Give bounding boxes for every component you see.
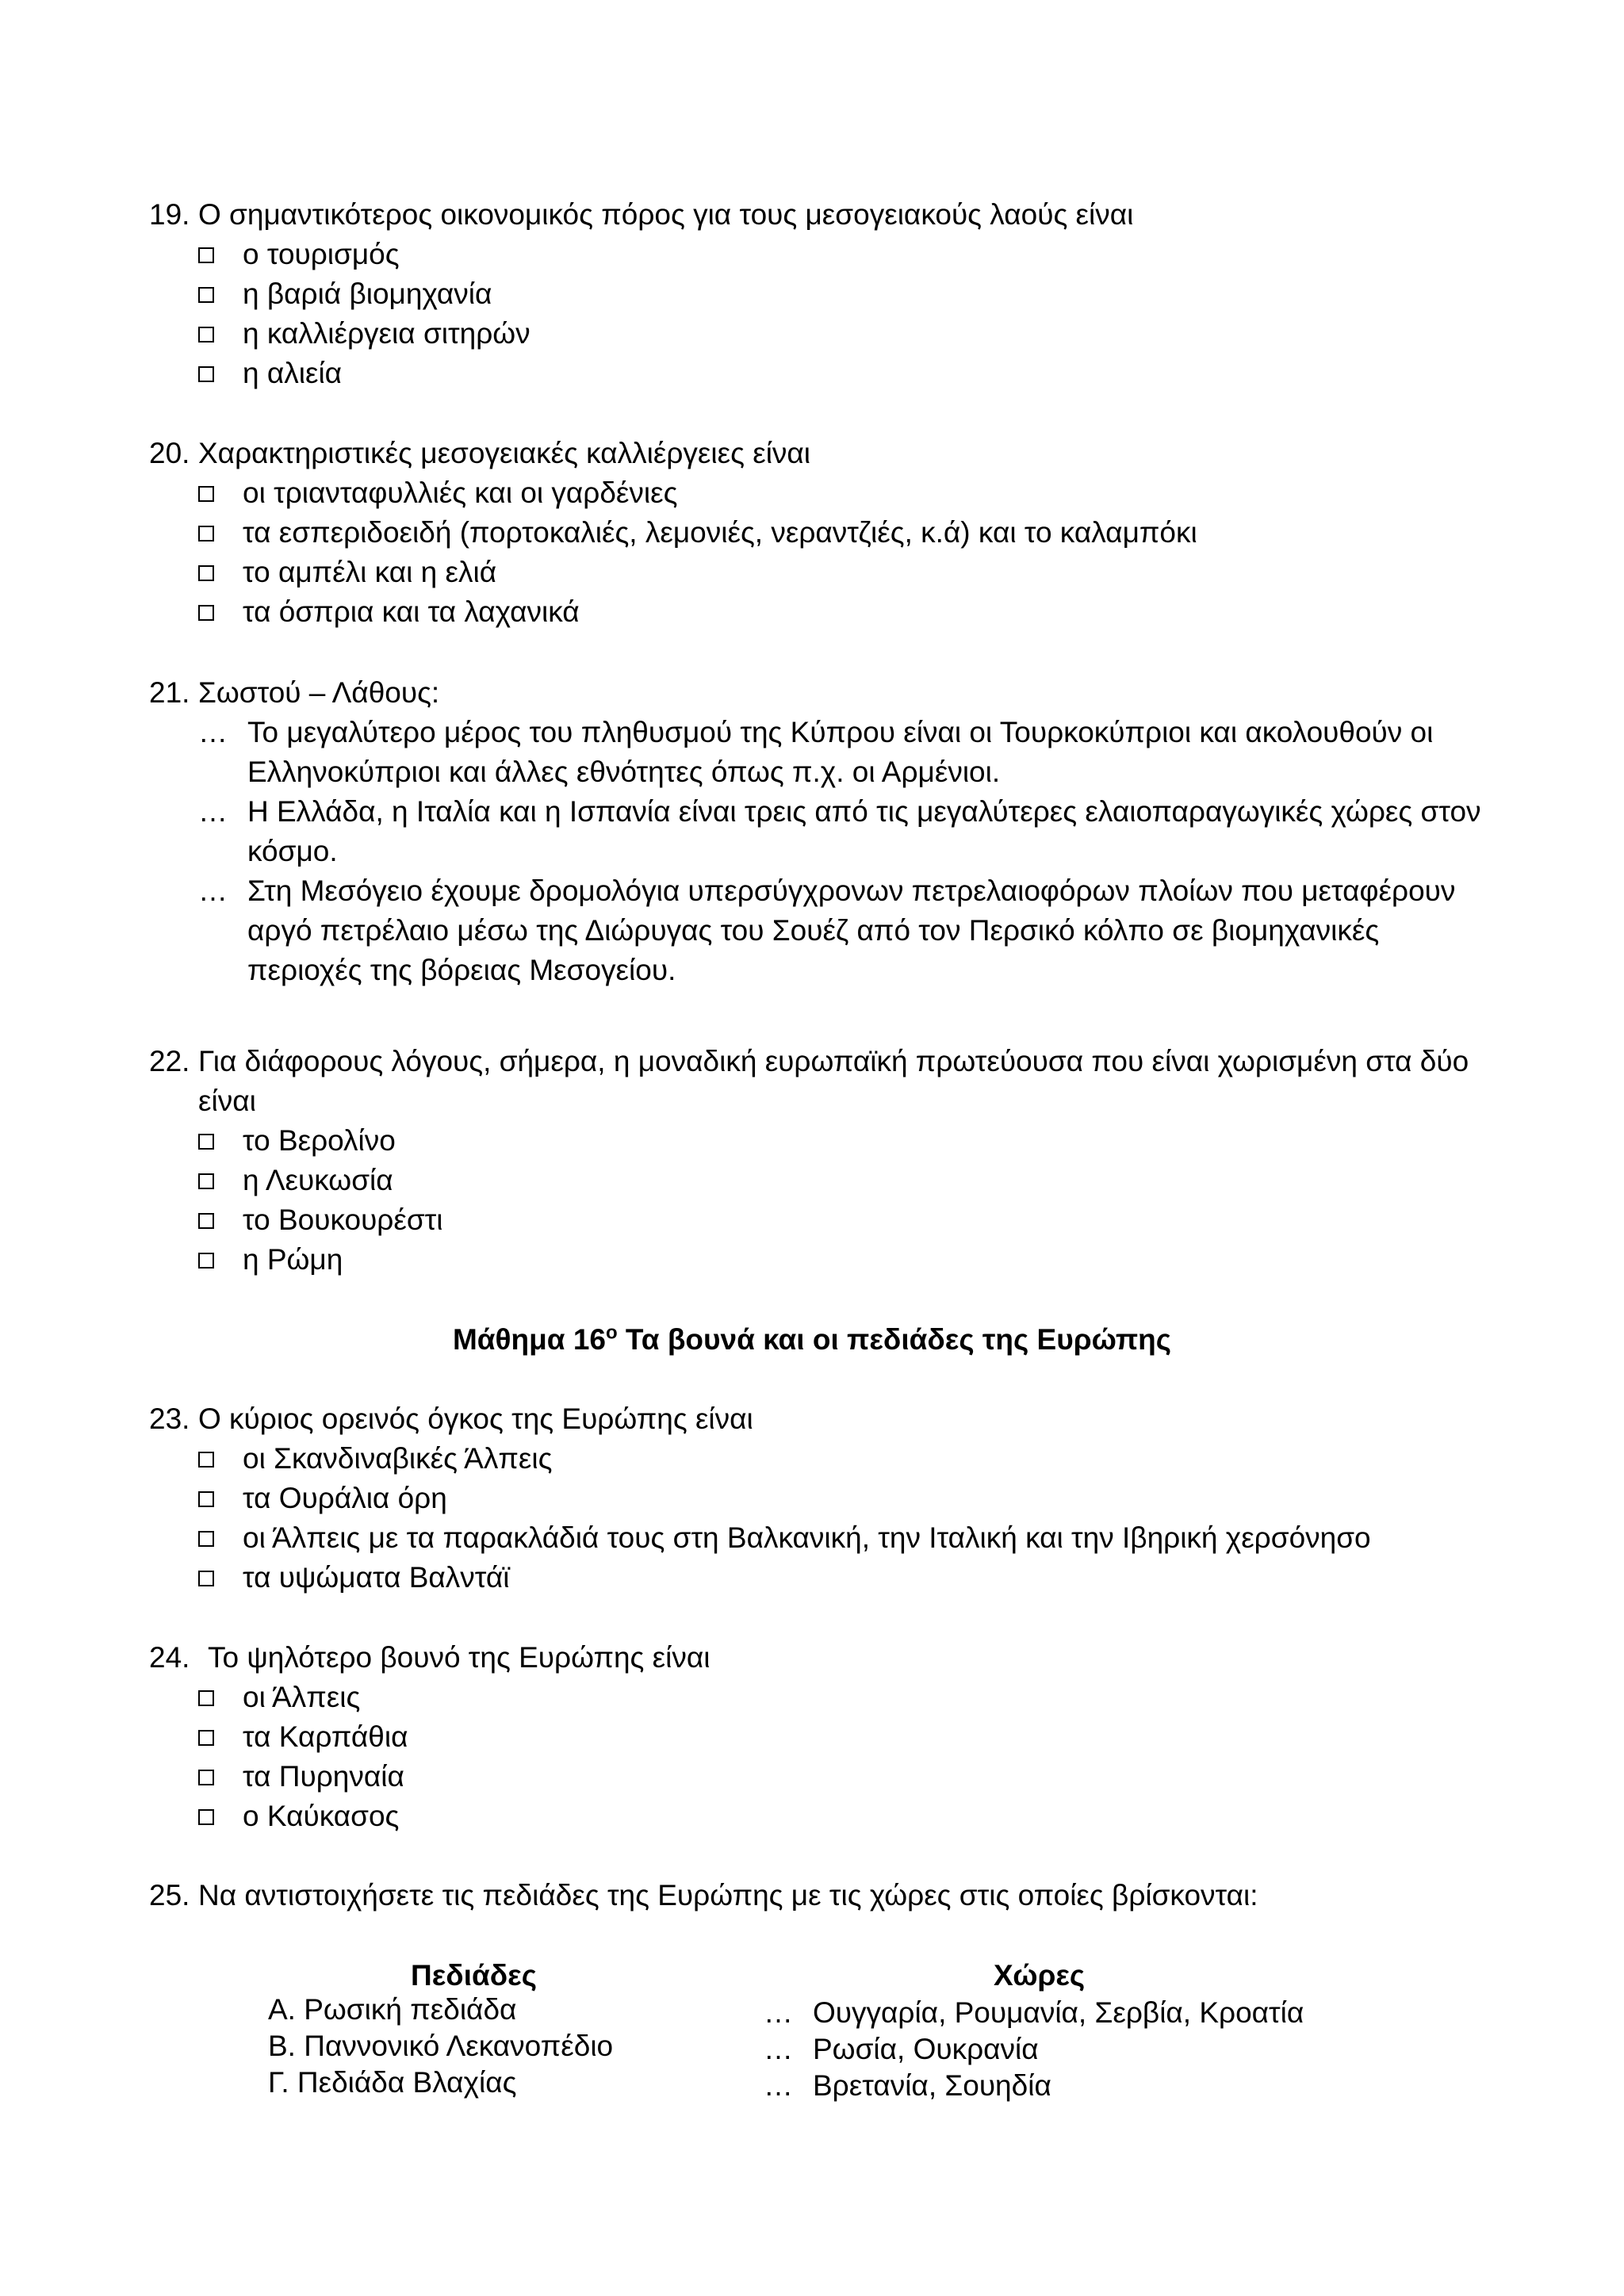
option-label: ο τουρισμός [243, 238, 400, 270]
answer-blank[interactable]: … [764, 1996, 793, 2029]
true-false-statement[interactable] [198, 871, 1497, 990]
option-item[interactable] [198, 473, 1497, 513]
option-label: οι Σκανδιναβικές Άλπεις [243, 1442, 553, 1475]
country-item[interactable] [764, 2066, 1051, 2106]
question-number: 23. [149, 1402, 190, 1435]
checkbox-icon[interactable] [198, 1571, 214, 1586]
country-item[interactable] [764, 2030, 1039, 2069]
question-number: 19. [149, 198, 190, 231]
country-item[interactable] [764, 1993, 1304, 2033]
true-false-statement[interactable] [198, 792, 1497, 871]
option-label: τα υψώματα Βαλντάϊ [243, 1561, 510, 1594]
question-number: 24. [149, 1641, 190, 1674]
option-item[interactable] [198, 1439, 1497, 1479]
option-item[interactable] [198, 1161, 1497, 1200]
option-label: τα όσπρια και τα λαχανικά [243, 595, 580, 628]
option-item[interactable] [198, 1678, 1497, 1717]
true-false-statement[interactable] [198, 713, 1497, 792]
answer-blank[interactable]: … [764, 2033, 793, 2065]
question-number: 20. [149, 437, 190, 469]
country-label: Βρετανία, Σουηδία [813, 2069, 1051, 2102]
question-22 [149, 1042, 1497, 1280]
checkbox-icon[interactable] [198, 1809, 214, 1825]
statement-text: Το μεγαλύτερο μέρος του πληθυσμού της Κύπρου είναι οι Τουρκοκύπριοι και ακολουθούν οι Ελληνοκύπριοι και άλλες εθνότητες όπως π.χ. οι Αρμένιοι. [247, 716, 1434, 788]
checkbox-icon[interactable] [198, 605, 214, 621]
option-item[interactable] [198, 1200, 1497, 1240]
answer-blank[interactable]: … [764, 2069, 793, 2102]
plain-item: Γ. Πεδιάδα Βλαχίας [268, 2066, 517, 2099]
question-21 [149, 673, 1497, 990]
section-heading: Μάθημα $16^o$ Τα βουνά και οι πεδιάδες της Ευρώπης [452, 1322, 1172, 1356]
option-item[interactable] [198, 1757, 1497, 1797]
option-item[interactable] [198, 1240, 1497, 1280]
country-label: Ουγγαρία, Ρουμανία, Σερβία, Κροατία [813, 1996, 1304, 2029]
option-label: οι τριανταφυλλιές και οι γαρδένιες [243, 476, 678, 509]
country-label: Ρωσία, Ουκρανία [813, 2033, 1039, 2065]
question-number: 22. [149, 1045, 190, 1077]
question-24 [149, 1638, 1497, 1836]
option-label: η Ρώμη [243, 1243, 343, 1276]
checkbox-icon[interactable] [198, 1253, 214, 1269]
plain-item: Β. Παννονικό Λεκανοπέδιο [268, 2030, 614, 2062]
checkbox-icon[interactable] [198, 486, 214, 502]
question-25 [149, 1876, 1497, 1915]
checkbox-icon[interactable] [198, 1134, 214, 1150]
question-number: 25. [149, 1879, 190, 1911]
plain-item: Α. Ρωσική πεδιάδα [268, 1993, 517, 2026]
question-20 [149, 434, 1497, 632]
option-item[interactable] [198, 592, 1497, 632]
question-text: Ο σημαντικότερος οικονομικός πόρος για τους μεσογειακούς λαούς είναι [198, 198, 1134, 231]
checkbox-icon[interactable] [198, 327, 214, 342]
option-item[interactable] [198, 354, 1497, 393]
question-text: Ο κύριος ορεινός όγκος της Ευρώπης είναι [198, 1402, 753, 1435]
option-label: ο Καύκασος [243, 1800, 400, 1832]
answer-blank[interactable]: … [198, 874, 228, 907]
option-item[interactable] [198, 1518, 1497, 1558]
checkbox-icon[interactable] [198, 1770, 214, 1785]
option-item[interactable] [198, 1717, 1497, 1757]
option-label: η βαριά βιομηχανία [243, 277, 492, 310]
checkbox-icon[interactable] [198, 565, 214, 581]
option-label: τα Ουράλια όρη [243, 1482, 447, 1514]
statement-text: Στη Μεσόγειο έχουμε δρομολόγια υπερσύγχρονων πετρελαιοφόρων πλοίων που μεταφέρουν αργό πετρέλαιο μέσω της Διώρυγας του Σουέζ από τον Περσικό κόλπο σε βιομηχανικές περιοχές της βόρειας Μεσογείου. [247, 874, 1456, 986]
checkbox-icon[interactable] [198, 247, 214, 263]
statement-text: Η Ελλάδα, η Ιταλία και η Ισπανία είναι τρεις από τις μεγαλύτερες ελαιοπαραγωγικές χώρες στον κόσμο. [247, 795, 1481, 867]
option-item[interactable] [198, 513, 1497, 553]
option-item[interactable] [198, 1797, 1497, 1836]
checkbox-icon[interactable] [198, 526, 214, 541]
option-label: το αμπέλι και η ελιά [243, 556, 497, 588]
checkbox-icon[interactable] [198, 1690, 214, 1706]
checkbox-icon[interactable] [198, 1173, 214, 1189]
answer-blank[interactable]: … [198, 716, 228, 748]
question-23 [149, 1399, 1497, 1598]
option-label: τα Πυρηναία [243, 1760, 404, 1793]
answer-blank[interactable]: … [198, 795, 228, 828]
question-19 [149, 195, 1497, 393]
checkbox-icon[interactable] [198, 1531, 214, 1547]
option-item[interactable] [198, 1558, 1497, 1598]
option-item[interactable] [198, 1121, 1497, 1161]
option-item[interactable] [198, 314, 1497, 354]
checkbox-icon[interactable] [198, 1452, 214, 1468]
option-label: οι Άλπεις [243, 1681, 361, 1713]
question-text: Σωστού – Λάθους: [198, 676, 440, 709]
option-label: η αλιεία [243, 357, 343, 389]
question-text: Το ψηλότερο βουνό της Ευρώπης είναι [208, 1641, 710, 1674]
option-label: το Βουκουρέστι [243, 1203, 443, 1236]
option-item[interactable] [198, 553, 1497, 592]
question-text: Για διάφορους λόγους, σήμερα, η μοναδική ευρωπαϊκή πρωτεύουσα που είναι χωρισμένη στα δύο είναι [198, 1045, 1469, 1117]
checkbox-icon[interactable] [198, 287, 214, 303]
option-item[interactable] [198, 235, 1497, 274]
option-item[interactable] [198, 274, 1497, 314]
option-label: το Βερολίνο [243, 1124, 396, 1157]
option-item[interactable] [198, 1479, 1497, 1518]
question-text: Χαρακτηριστικές μεσογειακές καλλιέργειες είναι [198, 437, 811, 469]
option-label: τα εσπεριδοειδή (πορτοκαλιές, λεμονιές, νεραντζιές, κ.ά) και το καλαμπόκι [243, 516, 1197, 549]
countries-column-header: Χώρες [994, 1959, 1086, 1992]
option-label: τα Καρπάθια [243, 1720, 408, 1753]
option-label: η καλλιέργεια σιτηρών [243, 317, 530, 350]
checkbox-icon[interactable] [198, 1730, 214, 1746]
option-label: οι Άλπεις με τα παρακλάδιά τους στη Βαλκανική, την Ιταλική και την Ιβηρική χερσόνησο [243, 1521, 1371, 1554]
checkbox-icon[interactable] [198, 1491, 214, 1507]
checkbox-icon[interactable] [198, 1213, 214, 1229]
question-number: 21. [149, 676, 190, 709]
question-text: Να αντιστοιχήσετε τις πεδιάδες της Ευρώπης με τις χώρες στις οποίες βρίσκονται: [198, 1879, 1258, 1911]
plains-column-header: Πεδιάδες [411, 1959, 537, 1992]
option-label: η Λευκωσία [243, 1164, 393, 1196]
checkbox-icon[interactable] [198, 366, 214, 382]
